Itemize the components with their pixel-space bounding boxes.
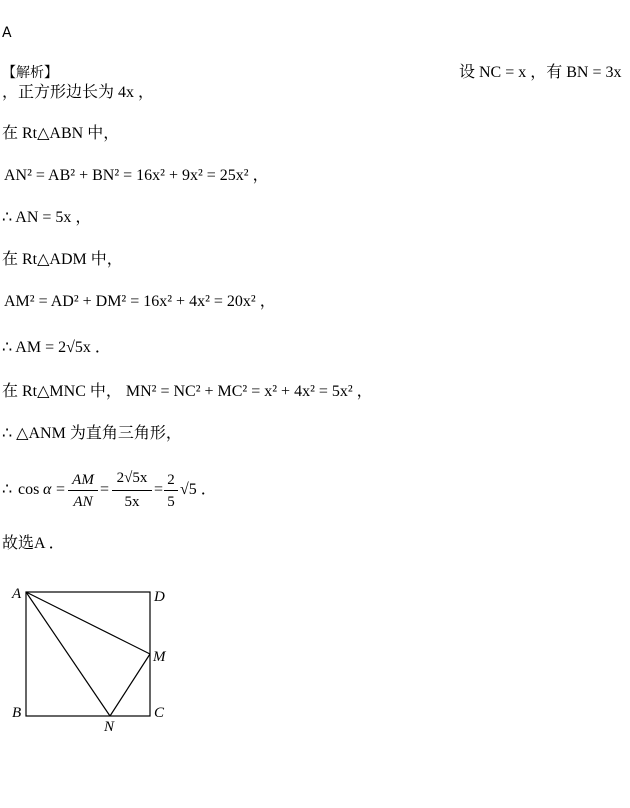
line-an-squared: AN² = AB² + BN² = 16x² + 9x² = 25x² ，: [4, 167, 269, 184]
label-n: N: [104, 719, 115, 735]
square-figure: [0, 580, 200, 740]
line-side-length: ，正方形边长为 4x ，: [2, 84, 155, 101]
label-b: B: [12, 705, 22, 721]
cos-func: cos: [18, 481, 40, 498]
segment-am: [26, 592, 150, 654]
equals-3: =: [154, 481, 164, 498]
frac2-denominator: 5x: [124, 494, 140, 510]
equals-2: =: [100, 481, 110, 498]
label-a: A: [12, 586, 22, 602]
line-mn-squared: 在 Rt△MNC 中， MN² = NC² + MC² = x² + 4x² = 5x² ，: [2, 383, 373, 400]
label-c: C: [154, 705, 165, 721]
alpha-symbol: α: [43, 481, 52, 498]
frac1-numerator: AM: [72, 472, 94, 488]
frac3-denominator: 5: [167, 494, 175, 510]
frac2-numerator: 2√5x: [116, 470, 148, 486]
segment-an: [26, 592, 110, 716]
conclusion-line: 故选A ．: [2, 535, 65, 552]
label-m: M: [153, 649, 166, 665]
equals-1: =: [56, 481, 66, 498]
setup-text: 设 NC = x ，有 BN = 3x: [459, 64, 622, 81]
frac3-numerator: 2: [167, 472, 175, 488]
line-am-value: ∴ AM = 2√5x ．: [2, 339, 111, 356]
frac2-bar: [112, 490, 152, 491]
frac3-bar: [164, 490, 178, 491]
frac1-bar: [68, 490, 98, 491]
therefore-symbol: ∴: [2, 481, 13, 498]
line-triangle-abn: 在 Rt△ABN 中，: [2, 125, 120, 142]
line-triangle-adm: 在 Rt△ADM 中，: [2, 251, 123, 268]
square-abcd: [26, 592, 150, 716]
answer-letter: A: [2, 25, 12, 41]
line-am-squared: AM² = AD² + DM² = 16x² + 4x² = 20x² ，: [4, 293, 276, 310]
frac1-denominator: AN: [73, 494, 93, 510]
line-right-triangle: ∴ △ANM 为直角三角形，: [2, 425, 182, 442]
sqrt5-tail: √5 ．: [180, 481, 217, 498]
line-an-value: ∴ AN = 5x ，: [2, 209, 92, 226]
label-d: D: [154, 589, 165, 605]
analysis-label: 【解析】: [2, 65, 58, 81]
segment-mn: [110, 654, 150, 716]
